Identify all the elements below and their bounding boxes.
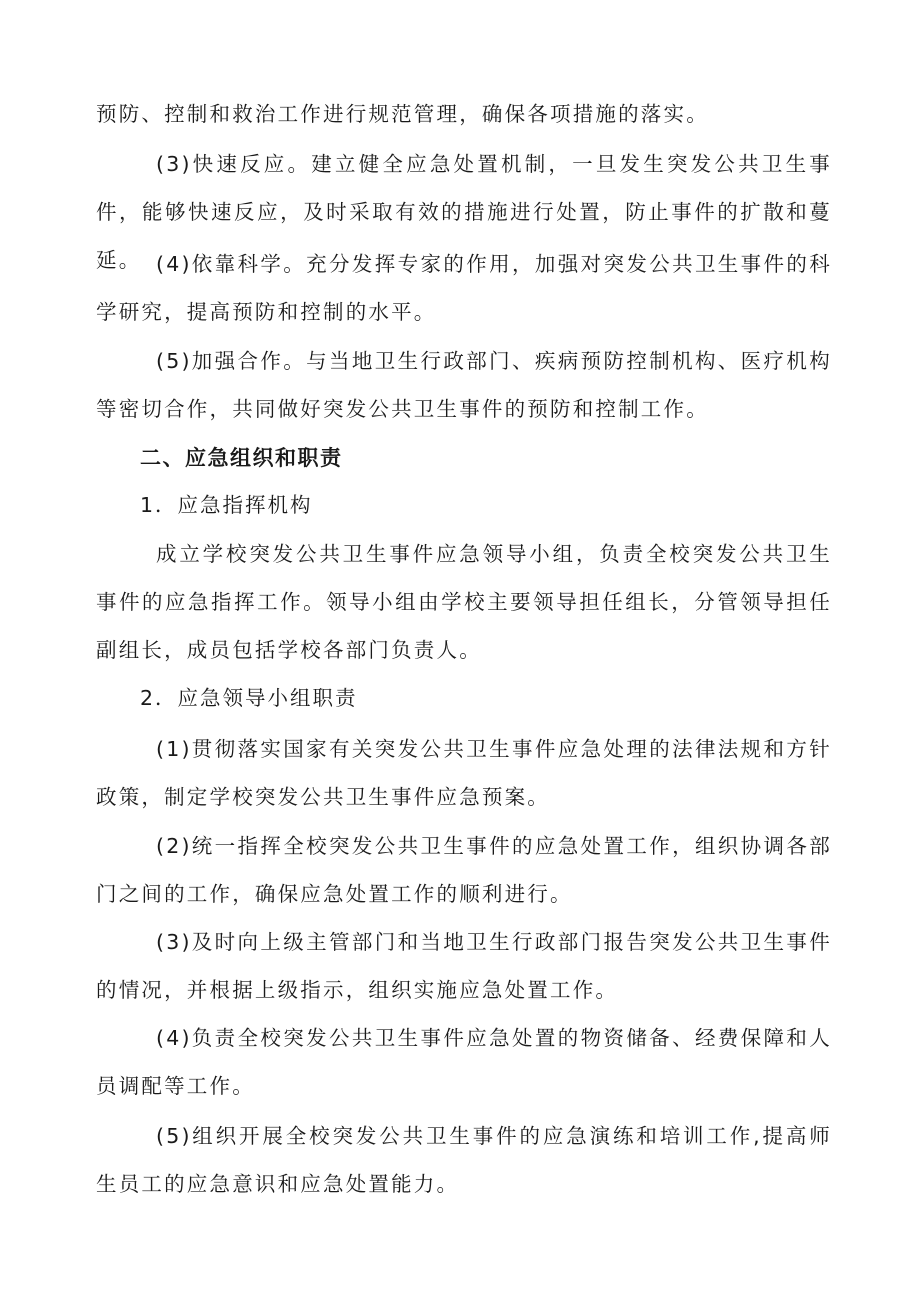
paragraph-duty-2: (2)统一指挥全校突发公共卫生事件的应急处置工作，组织协调各部门之间的工作，确保应急处置工作的顺利进行。 [96, 834, 832, 906]
paragraph-duty-3: (3)及时向上级主管部门和当地卫生行政部门报告突发公共卫生事件的情况，并根据上级指示，组织实施应急处置工作。 [96, 930, 832, 1002]
paragraph-strengthen-cooperation: (5)加强合作。与当地卫生行政部门、疾病预防控制机构、医疗机构等密切合作，共同做好突发公共卫生事件的预防和控制工作。 [96, 349, 832, 421]
subheading-command-structure: 1．应急指挥机构 [140, 493, 313, 517]
paragraph-continued: 预防、控制和救治工作进行规范管理，确保各项措施的落实。 [96, 102, 709, 126]
subheading-group-duties: 2．应急领导小组职责 [140, 686, 358, 710]
paragraph-duty-4: (4)负责全校突发公共卫生事件应急处置的物资储备、经费保障和人员调配等工作。 [96, 1026, 832, 1098]
paragraph-rely-on-science: (4)依靠科学。充分发挥专家的作用，加强对突发公共卫生事件的科学研究，提高预防和控制的水平。 [96, 252, 832, 324]
paragraph-duty-5: (5)组织开展全校突发公共卫生事件的应急演练和培训工作,提高师生员工的应急意识和应急处置能力。 [96, 1124, 832, 1196]
section-heading: 二、应急组织和职责 [140, 446, 343, 470]
paragraph-leading-group: 成立学校突发公共卫生事件应急领导小组，负责全校突发公共卫生事件的应急指挥工作。领导小组由学校主要领导担任组长，分管领导担任副组长，成员包括学校各部门负责人。 [96, 542, 832, 662]
paragraph-rapid-response: (3)快速反应。建立健全应急处置机制，一旦发生突发公共卫生事件，能够快速反应，及时采取有效的措施进行处置，防止事件的扩散和蔓延。 [96, 152, 832, 272]
paragraph-duty-1: (1)贯彻落实国家有关突发公共卫生事件应急处理的法律法规和方针政策，制定学校突发公共卫生事件应急预案。 [96, 737, 832, 809]
